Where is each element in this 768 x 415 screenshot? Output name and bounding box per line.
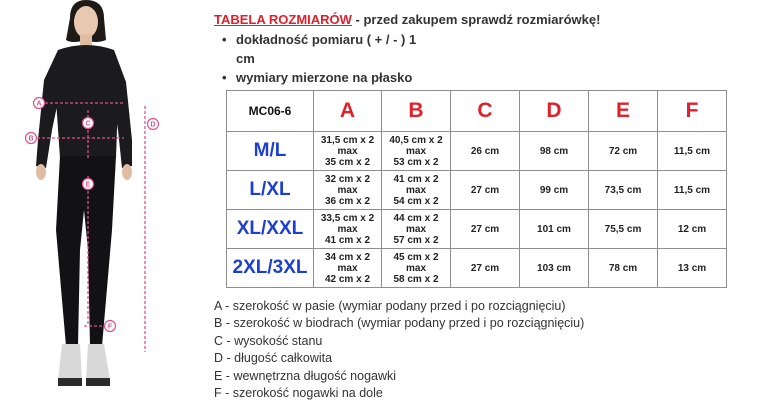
column-header-a: A <box>314 91 382 132</box>
cell-a-line: max <box>337 223 358 235</box>
cell-d: 98 cm <box>520 132 589 171</box>
marker-f: F <box>107 323 113 331</box>
header-subtitle: - przed zakupem sprawdź rozmiarówkę! <box>351 12 601 27</box>
cell-f: 11,5 cm <box>658 171 727 210</box>
product-code: MC06-6 <box>227 91 314 132</box>
cell-c: 27 cm <box>451 210 520 249</box>
cell-b-line: max <box>405 145 426 157</box>
cell-a-line: 32 cm x 2 <box>324 173 371 185</box>
cell-b-line: 44 cm x 2 <box>393 212 439 224</box>
cell-a <box>314 132 382 171</box>
cell-a-line: 36 cm x 2 <box>324 195 371 207</box>
model-sweater <box>56 45 118 158</box>
cell-a-line: 41 cm x 2 <box>324 234 371 246</box>
note-item: • wymiary mierzone na płasko <box>220 68 426 87</box>
size-cell: L/XL <box>227 171 314 210</box>
cell-b-line: 45 cm x 2 <box>393 251 439 263</box>
cell-b-line: 53 cm x 2 <box>393 156 439 168</box>
cell-e: 78 cm <box>589 249 658 288</box>
table-row <box>227 210 727 249</box>
marker-a: A <box>36 100 42 108</box>
cell-b-line: max <box>405 184 426 196</box>
cell-a-line: max <box>337 184 358 196</box>
legend-item-a: A - szerokość w pasie (wymiar podany przed i po rozciągnięciu) <box>214 299 566 313</box>
cell-b-line: 41 cm x 2 <box>393 173 439 185</box>
marker-c: C <box>85 120 91 128</box>
cell-a-line: 33,5 cm x 2 <box>320 212 375 224</box>
legend <box>214 298 584 402</box>
cell-b-line: max <box>405 223 426 235</box>
cell-b <box>382 171 451 210</box>
cell-b <box>382 210 451 249</box>
size-cell: XL/XXL <box>227 210 314 249</box>
cell-c: 26 cm <box>451 132 520 171</box>
table-row <box>227 249 727 288</box>
table-header-row <box>227 91 727 132</box>
cell-a <box>314 171 382 210</box>
cell-a-line: 34 cm x 2 <box>324 251 371 263</box>
cell-d: 103 cm <box>520 249 589 288</box>
cell-e: 73,5 cm <box>589 171 658 210</box>
table-row <box>227 171 727 210</box>
cell-c: 27 cm <box>451 171 520 210</box>
cell-a-line: max <box>337 145 358 157</box>
cell-e: 75,5 cm <box>589 210 658 249</box>
column-header-b: B <box>382 91 451 132</box>
column-header-e: E <box>589 91 658 132</box>
column-header-c: C <box>451 91 520 132</box>
cell-c: 27 cm <box>451 249 520 288</box>
note-item: • dokładność pomiaru ( + / - ) 1 cm <box>220 30 426 68</box>
size-cell: M/L <box>227 132 314 171</box>
size-table <box>226 90 727 288</box>
cell-f: 13 cm <box>658 249 727 288</box>
cell-b-line: 54 cm x 2 <box>393 195 439 207</box>
legend-item-b: B - szerokość w biodrach (wymiar podany przed i po rozciągnięciu) <box>214 316 585 331</box>
notes-list <box>220 30 426 87</box>
size-cell: 2XL/3XL <box>227 249 314 288</box>
header-title: TABELA ROZMIARÓW <box>214 12 352 27</box>
cell-a-line: max <box>337 262 358 274</box>
cell-f: 11,5 cm <box>658 132 727 171</box>
model-face <box>74 6 98 38</box>
cell-e: 72 cm <box>589 132 658 171</box>
cell-d: 99 cm <box>520 171 589 210</box>
model-figure <box>0 0 200 415</box>
cell-b-line: 40,5 cm x 2 <box>389 134 443 146</box>
cell-b-line: max <box>405 262 426 274</box>
marker-b: B <box>28 135 34 143</box>
legend-item-f: F - szerokość nogawki na dole <box>214 386 383 401</box>
cell-a-line: 35 cm x 2 <box>324 156 371 168</box>
cell-b-line: 57 cm x 2 <box>393 234 439 246</box>
cell-b <box>382 132 451 171</box>
table-row <box>227 132 727 171</box>
header <box>214 12 600 27</box>
marker-e: E <box>85 181 91 189</box>
legend-item-e: E - wewnętrzna długość nogawki <box>214 368 397 383</box>
cell-d: 101 cm <box>520 210 589 249</box>
legend-item-c: C - wysokość stanu <box>214 333 323 348</box>
cell-a <box>314 249 382 288</box>
column-header-d: D <box>520 91 589 132</box>
cell-b <box>382 249 451 288</box>
column-header-f: F <box>658 91 727 132</box>
marker-d: D <box>150 121 156 129</box>
cell-a <box>314 210 382 249</box>
cell-b-line: 58 cm x 2 <box>393 273 439 285</box>
legend-item-d: D - długość całkowita <box>214 351 333 366</box>
cell-a-line: 31,5 cm x 2 <box>320 134 375 146</box>
cell-a-line: 42 cm x 2 <box>324 273 371 285</box>
cell-f: 12 cm <box>658 210 727 249</box>
